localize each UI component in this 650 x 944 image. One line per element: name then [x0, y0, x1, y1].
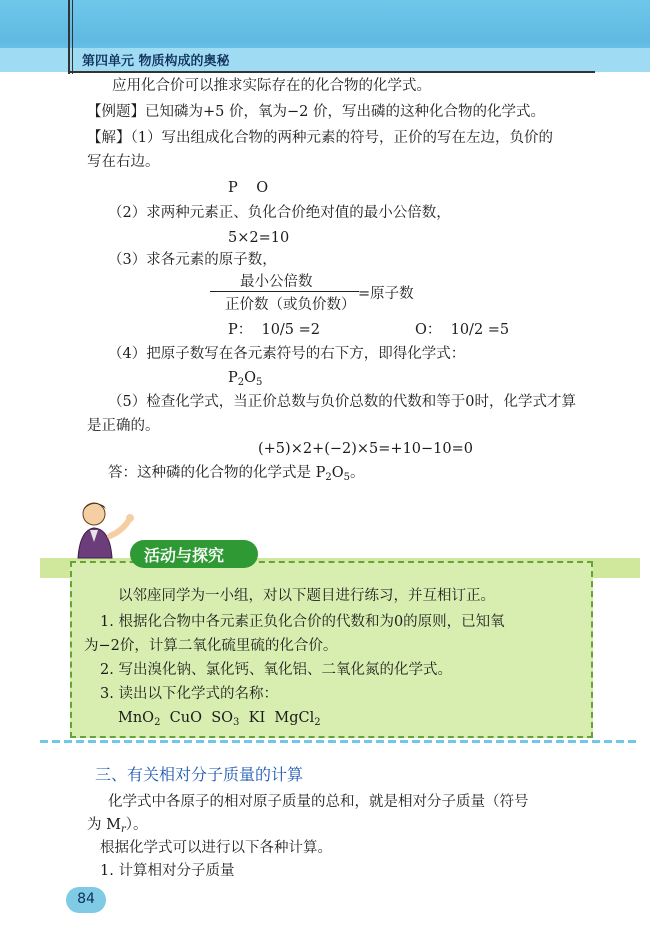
formula-so3: $SO_3$ [211, 710, 240, 728]
solution-line1: 【解】（1）写出组成化合物的两种元素的符号，正价的写在左边，负价的 [87, 130, 553, 146]
step2-text: （2）求两种元素正、负化合价绝对值的最小公倍数， [108, 205, 451, 221]
step4-text: （4）把原子数写在各元素符号的右下方，即得化学式： [108, 346, 466, 362]
section-line3: 根据化学式可以进行以下各种计算。 [100, 840, 332, 856]
intro-text: 应用化合价可以推求实际存在的化合物的化学式。 [112, 78, 431, 94]
calc-p: P： 10/5 =2 [228, 322, 321, 338]
fraction-result: =原子数 [358, 286, 414, 302]
answer-sub5: 5 [343, 472, 351, 483]
result-formula [228, 368, 262, 393]
fraction-numerator: 最小公倍数 [240, 274, 313, 290]
formula-ki: KI [248, 710, 266, 726]
calc-o: O： 10/2 =5 [415, 322, 510, 338]
formula-p-sub: 2 [237, 377, 245, 388]
activity-item3: 3. 读出以下化学式的名称： [100, 686, 278, 702]
step5-line2: 是正确的。 [87, 418, 160, 434]
header-divider-thin [72, 0, 73, 74]
activity-bottom-dashes [40, 740, 640, 743]
page-number: 84 [77, 891, 95, 907]
unit-title: 第四单元 物质构成的奥秘 [82, 54, 230, 69]
example-text: 【例题】已知磷为+5 价，氧为−2 价，写出磷的这种化合物的化学式。 [87, 104, 545, 120]
section-title: 三、有关相对分子质量的计算 [95, 765, 304, 784]
answer-o: O [331, 465, 344, 481]
activity-formula-list [118, 708, 321, 733]
answer-prefix: 答：这种磷的化合物的化学式是 P [108, 465, 326, 481]
activity-intro: 以邻座同学为一小组，对以下题目进行练习，并互相订正。 [118, 588, 495, 604]
activity-item1-line1: 1. 根据化合物中各元素正负化合价的代数和为0的原则，已知氧 [100, 614, 505, 630]
header-underline [70, 71, 595, 73]
formula-cuo: CuO [169, 710, 202, 726]
section-para-line1: 化学式中各原子的相对原子质量的总和，就是相对分子质量（符号 [108, 794, 529, 810]
step2-calc: 5×2=10 [228, 230, 290, 246]
student-figure-icon [64, 496, 136, 566]
element-symbols: P O [228, 180, 269, 196]
formula-mgcl2: MgCl$_2$ [274, 710, 321, 728]
formula-mno2: MnO$_2$ [118, 710, 161, 728]
formula-p: P [228, 370, 238, 386]
step3-text: （3）求各元素的原子数， [108, 252, 277, 268]
header-divider [68, 0, 70, 74]
answer-text [108, 463, 365, 488]
solution-line2: 写在右边。 [87, 154, 160, 170]
fraction-line [210, 291, 359, 292]
fraction-denominator: 正价数（或负价数） [225, 297, 356, 313]
formula-o: O [244, 370, 257, 386]
section-para-line2: 为 $M_r$）。 [87, 817, 148, 835]
activity-item1-line2: 为−2价，计算二氧化硫里硫的化合价。 [84, 638, 338, 654]
answer-end: 。 [350, 465, 365, 481]
activity-item2: 2. 写出溴化钠、氯化钙、氧化铝、二氧化氮的化学式。 [100, 662, 452, 678]
activity-title: 活动与探究 [144, 546, 225, 565]
section-line4: 1. 计算相对分子质量 [100, 863, 235, 879]
check-expression: (+5)×2+(−2)×5=+10−10=0 [258, 441, 474, 457]
answer-sub2: 2 [325, 472, 332, 483]
formula-o-sub: 5 [256, 377, 263, 388]
step5-line1: （5）检查化学式，当正价总数与负价总数的代数和等于0时，化学式才算 [108, 394, 576, 410]
